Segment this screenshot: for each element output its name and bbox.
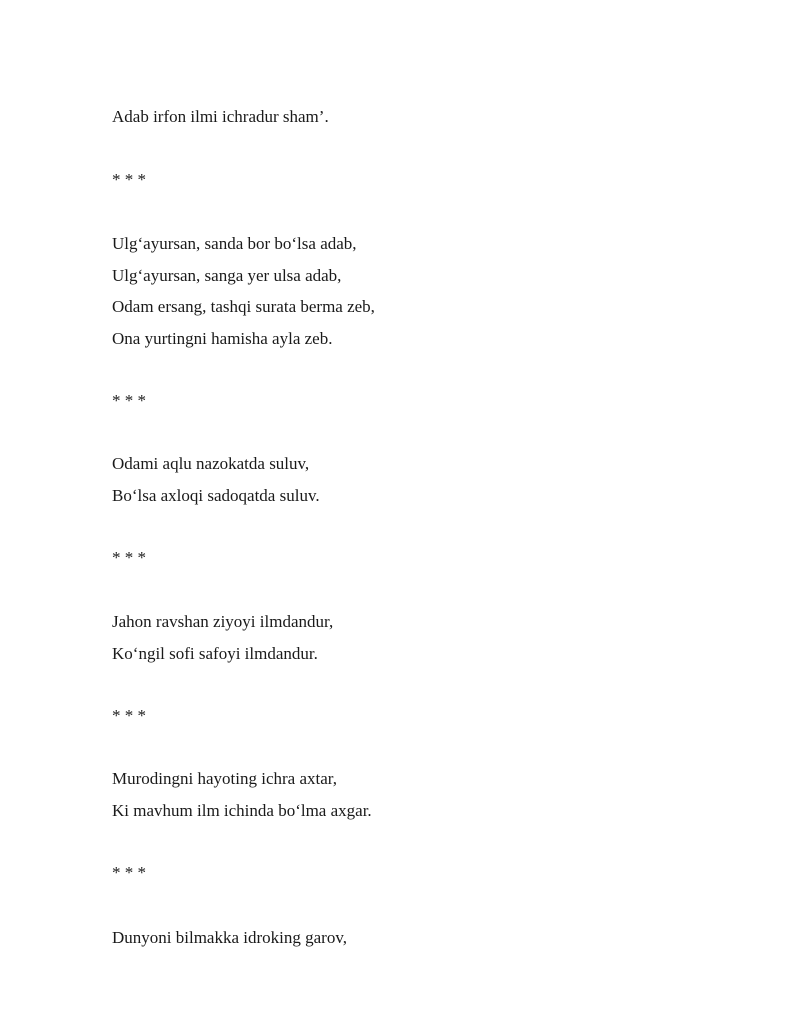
stanza-separator: * * * [112,706,146,725]
verse-line: Jahon ravshan ziyoyi ilmdandur, [112,612,334,631]
verse-line: Bo‘lsa axloqi sadoqatda suluv. [112,486,320,505]
verse-line: Ulg‘ayursan, sanga yer ulsa adab, [112,266,342,285]
verse-line: Odami aqlu nazokatda suluv, [112,454,310,473]
verse-line: Murodingni hayoting ichra axtar, [112,769,337,788]
verse-line: Ulg‘ayursan, sanda bor bo‘lsa adab, [112,234,357,253]
stanza-separator: * * * [112,548,146,567]
verse-line: Odam ersang, tashqi surata berma zeb, [112,297,375,316]
stanza-separator: * * * [112,863,146,882]
verse-line: Ona yurtingni hamisha ayla zeb. [112,329,333,348]
stanza-separator: * * * [112,391,146,410]
verse-line: Dunyoni bilmakka idroking garov, [112,928,347,947]
verse-line: Ki mavhum ilm ichinda bo‘lma axgar. [112,801,372,820]
verse-line: Adab irfon ilmi ichradur sham’. [112,107,329,126]
verse-line: Ko‘ngil sofi safoyi ilmdandur. [112,644,318,663]
stanza-separator: * * * [112,170,146,189]
